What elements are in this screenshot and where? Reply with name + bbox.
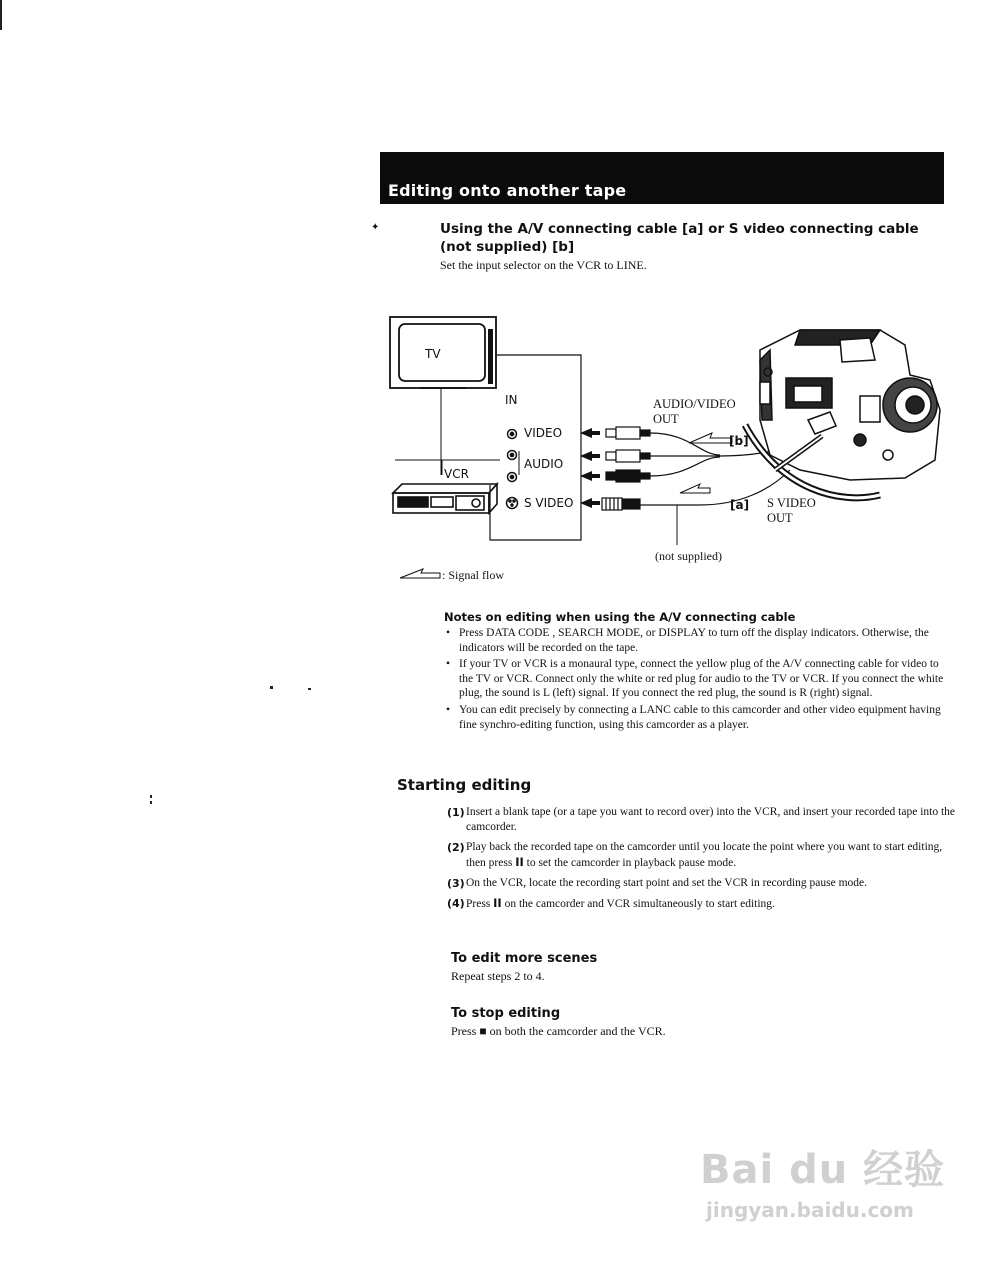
starting-editing-title: Starting editing <box>397 776 532 794</box>
pause-symbol: II <box>515 855 524 869</box>
list-item: • You can edit precisely by connecting a LANC cable to this camcorder and other video equipment having fine synchro-editing function, using this camcorder as a player. <box>444 703 954 732</box>
list-item: • If your TV or VCR is a monaural type, connect the yellow plug of the A/V connecting cable for video to the TV or VCR. Connect only the white or red plug for audio to the TV or VCR. If you connect the white plug, the sound is L (left) signal. If you connect the red plug, the sound is R (right) signal. <box>444 657 954 701</box>
av-cable-plugs <box>606 427 650 482</box>
tv-label: TV <box>425 347 441 361</box>
scan-speck <box>270 686 273 689</box>
stop-symbol: ■ <box>479 1024 487 1038</box>
scan-edge <box>0 0 2 30</box>
vcr-label: VCR <box>444 467 469 481</box>
watermark-url: jingyan.baidu.com <box>706 1198 914 1222</box>
scan-speck <box>150 801 152 804</box>
watermark-logo: Bai du 经验 <box>700 1147 946 1193</box>
not-supplied-label: (not supplied) <box>655 549 722 563</box>
vcr-input-panel <box>490 355 581 540</box>
more-scenes-text: Repeat steps 2 to 4. <box>451 969 545 983</box>
signal-flow-legend: : Signal flow <box>442 568 504 582</box>
notes-list <box>444 626 954 734</box>
svideo-out-label: S VIDEO OUT <box>767 496 816 525</box>
cable-b-label: [b] <box>729 434 749 448</box>
signal-flow-legend-arrow <box>400 569 440 578</box>
svideo-jack-label: S VIDEO <box>524 496 574 510</box>
tv-illustration <box>390 317 500 475</box>
connection-diagram <box>0 0 990 620</box>
vcr-jacks <box>507 430 520 509</box>
in-label: IN <box>505 393 518 407</box>
list-item: (4) Press II on the camcorder and VCR simultaneously to start editing. <box>447 896 775 910</box>
av-out-label: AUDIO/VIDEO OUT <box>653 397 736 426</box>
svideo-cable-plug <box>602 498 640 510</box>
pause-symbol: II <box>493 896 502 910</box>
list-item: (3) On the VCR, locate the recording start point and set the VCR in recording pause mode. <box>447 877 868 890</box>
scan-speck <box>150 795 152 798</box>
scan-speck <box>308 688 311 690</box>
camcorder-illustration <box>745 330 940 498</box>
steps-list <box>447 805 957 917</box>
audio-jack-label: AUDIO <box>524 457 564 471</box>
video-jack-label: VIDEO <box>524 426 563 440</box>
margin-mark: ✦ <box>371 222 380 233</box>
cable-section-title: Using the A/V connecting cable [a] or S video connecting cable (not supplied) [b] <box>440 221 919 255</box>
page-title: Editing onto another tape <box>388 181 627 200</box>
stop-editing-title: To stop editing <box>451 1006 561 1021</box>
cable-a-label: [a] <box>730 498 750 512</box>
signal-arrows <box>580 428 600 508</box>
list-item: • Press DATA CODE , SEARCH MODE, or DISPLAY to turn off the display indicators. Otherwise, the indicators will be recorded on the tape. <box>444 626 954 655</box>
stop-editing-text: Press ■ on both the camcorder and the VCR. <box>451 1024 666 1038</box>
cable-instruction: Set the input selector on the VCR to LINE. <box>440 258 647 272</box>
list-item: (2) Play back the recorded tape on the camcorder until you locate the point where you want to start editing, then press II to set the camcorder in playback pause mode. <box>447 841 943 869</box>
vcr-illustration <box>393 484 497 513</box>
notes-title: Notes on editing when using the A/V connecting cable <box>444 610 796 624</box>
more-scenes-title: To edit more scenes <box>451 951 598 966</box>
list-item: (1) Insert a blank tape (or a tape you want to record over) into the VCR, and insert your recorded tape into the camcorder. <box>447 806 956 833</box>
